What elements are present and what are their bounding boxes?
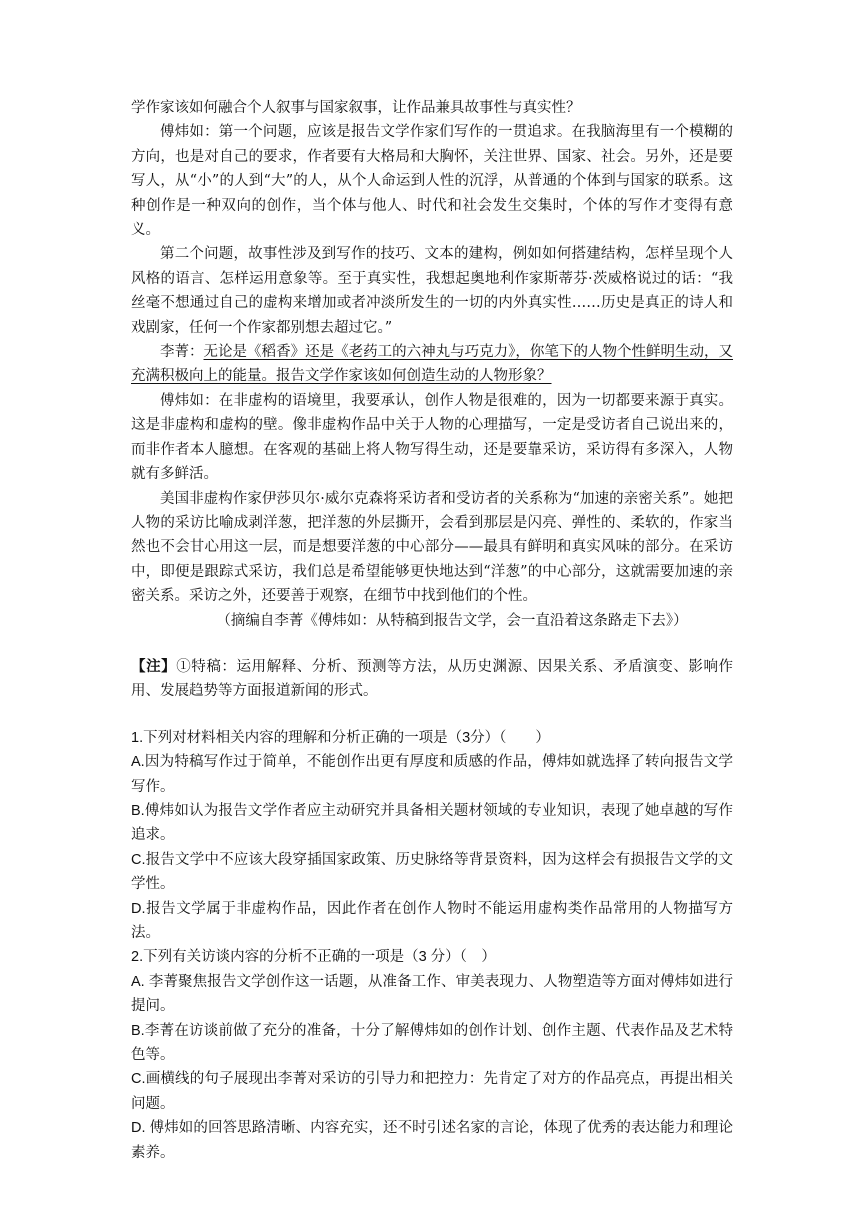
- option-d: D.报告文学属于非虚构作品，因此作者在创作人物时不能运用虚构类作品常用的人物描写方法。: [131, 900, 733, 941]
- footnote-text: ①特稿：运用解释、分析、预测等方法，从历史渊源、因果关系、矛盾演变、影响作用、发展趋势等方面报道新闻的形式。: [131, 658, 734, 700]
- option-c: C.画横线的句子展现出李菁对采访的引导力和把控力：先肯定了对方的作品亮点，再提出相关问题。: [131, 1071, 733, 1112]
- speaker-label: 李菁：: [160, 344, 204, 361]
- option-a: A.因为特稿写作过于简单，不能创作出更有厚度和质感的作品，傅炜如就选择了转向报告文学写作。: [131, 754, 733, 795]
- paragraph-answer-1: 傅炜如：第一个问题，应该是报告文学作家们写作的一贯追求。在我脑海里有一个模糊的方向，也是对自己的要求，作者要有大格局和大胸怀，关注世界、国家、社会。另外，还是要写人，从“小”的人到“大”的人，从个人命运到人性的沉浮，从普通的个体到与国家的联系。这种创作是一种双向的创作，当个体与他人、时代和社会发生交集时，个体的写作才变得有意义。: [131, 124, 733, 239]
- option-d: D. 傅炜如的回答思路清晰、内容充实，还不时引述名家的言论，体现了优秀的表达能力和理论素养。: [131, 1120, 733, 1161]
- option-c: C.报告文学中不应该大段穿插国家政策、历史脉络等背景资料，因为这样会有损报告文学的文学性。: [131, 851, 733, 893]
- footnote: [131, 655, 733, 704]
- paragraph-answer-3: 傅炜如：在非虚构的语境里，我要承认，创作人物是很难的，因为一切都要来源于真实。这是非虚构和虚构的壁。像非虚构作品中关于人物的心理描写，一定是受访者自己说出来的，而非作者本人臆想。在客观的基础上将人物写得生动，还是要靠采访，采访得有多深入，人物就有多鲜活。: [131, 392, 733, 483]
- source-citation: （摘编自李菁《傅炜如：从特稿到报告文学，会一直沿着这条路走下去》）: [216, 612, 688, 629]
- paragraph-answer-2: 第二个问题，故事性涉及到写作的技巧、文本的建构，例如如何搭建结构，怎样呈现个人风格的语言、怎样运用意象等。至于真实性，我想起奥地利作家斯蒂芬·茨威格说过的话：“我丝毫不想通过自己的虚构来增加或者冲淡所发生的一切的内外真实性……历史是真正的诗人和戏剧家，任何一个作家都别想去超过它。”: [131, 246, 733, 336]
- option-a: A. 李菁聚焦报告文学创作这一话题，从准备工作、审美表现力、人物塑造等方面对傅炜如进行提问。: [131, 973, 733, 1015]
- question-stem: 2.下列有关访谈内容的分析不正确的一项是（3 分）（ ）: [131, 949, 496, 966]
- option-b: B.傅炜如认为报告文学作者应主动研究并具备相关题材领域的专业知识，表现了她卓越的写作追求。: [131, 802, 733, 844]
- footnote-label: 【注】: [131, 658, 177, 675]
- question-stem: 1.下列对材料相关内容的理解和分析正确的一项是（3分）（ ）: [131, 729, 550, 746]
- paragraph-answer-4: 美国非虚构作家伊莎贝尔·威尔克森将采访者和受访者的关系称为“加速的亲密关系”。她把人物的采访比喻成剥洋葱，把洋葱的外层撕开，会看到那层是闪亮、弹性的、柔软的，作家当然也不会甘心用这一层，而是想要洋葱的中心部分——最具有鲜明和真实风味的部分。在采访中，即便是跟踪式采访，我们总是希望能够更快地达到“洋葱”的中心部分，这就需要加速的亲密关系。采访之外，还要善于观察，在细节中找到他们的个性。: [131, 490, 733, 605]
- option-b: B.李菁在访谈前做了充分的准备，十分了解傅炜如的创作计划、创作主题、代表作品及艺术特色等。: [131, 1022, 733, 1064]
- underlined-sentence: 无论是《稻香》还是《老药工的六神丸与巧克力》，你笔下的人物个性鲜明生动，又充满积极向上的能量。报告文学作家该如何创造生动的人物形象？: [131, 344, 734, 385]
- paragraph-intro: 学作家该如何融合个人叙事与国家叙事，让作品兼具故事性与真实性？: [131, 100, 581, 116]
- document-page: [131, 96, 733, 1165]
- paragraph-question-underlined: [131, 340, 733, 389]
- question-list: [131, 726, 733, 1165]
